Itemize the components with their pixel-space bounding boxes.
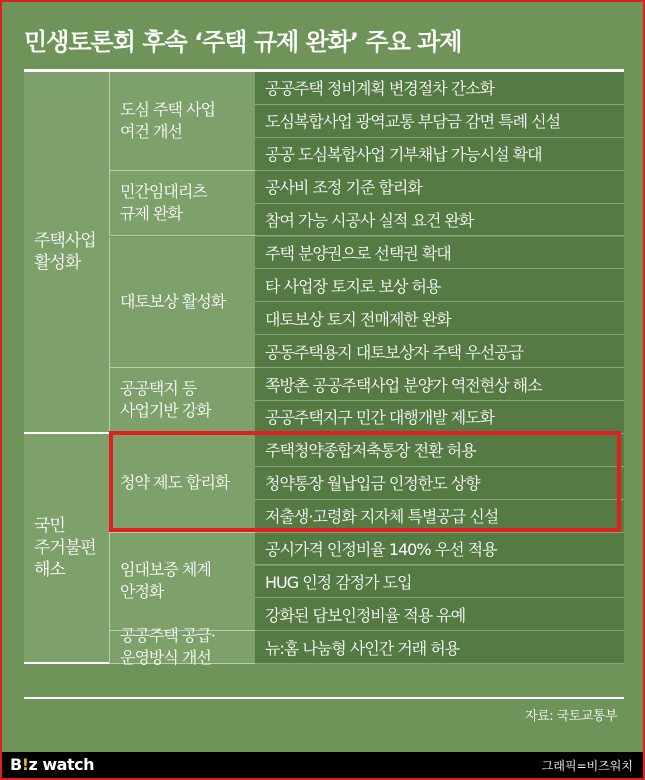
subcategory-cell <box>109 533 255 632</box>
subcategory-label: 임대보증 체계 안정화 <box>120 560 211 602</box>
task-item-text: 쪽방촌 공공주택사업 분양가 역전현상 해소 <box>265 375 542 395</box>
task-item-text: 타 사업장 토지로 보상 허용 <box>265 276 441 296</box>
task-item-text: 대토보상 토지 전매제한 완화 <box>265 309 451 329</box>
subcategory-cell <box>109 434 255 533</box>
graphic-credit: 그래픽=비즈워치 <box>541 759 633 773</box>
category-label: 주택사업 활성화 <box>34 230 96 273</box>
task-item <box>255 237 624 270</box>
task-item <box>255 72 624 105</box>
bizwatch-logo <box>10 755 94 774</box>
subcategory-label: 공공택지 등 사업기반 강화 <box>120 379 211 421</box>
task-item <box>255 434 624 467</box>
task-item-text: 공사비 조정 기준 합리화 <box>265 178 422 198</box>
subcategory-label: 민간임대리츠 규제 완화 <box>120 182 207 224</box>
task-item-text: 뉴:홈 나눔형 사인간 거래 허용 <box>265 638 460 658</box>
subcategory-label: 대토보상 활성화 <box>120 291 226 311</box>
subcategory-label: 청약 제도 합리화 <box>120 472 230 492</box>
task-item <box>255 467 624 500</box>
subcategory-label: 도심 주택 사업 여건 개선 <box>120 99 215 141</box>
task-item-text: 공공 도심복합사업 기부채납 가능시설 확대 <box>265 145 542 165</box>
subcategory-cell <box>109 237 255 369</box>
task-item <box>255 598 624 631</box>
task-item-text: 공공주택 정비계획 변경절차 간소화 <box>265 79 495 99</box>
task-item <box>255 368 624 401</box>
task-item <box>255 105 624 138</box>
task-item-text: 공시가격 인정비율 140% 우선 적용 <box>265 540 497 560</box>
task-item-text: HUG 인정 감정가 도입 <box>265 572 412 592</box>
task-item-text: 주택 분양권으로 선택권 확대 <box>265 243 451 263</box>
task-item <box>255 631 624 664</box>
task-item-text: 참여 가능 시공사 실적 요건 완화 <box>265 211 474 231</box>
task-item <box>255 401 624 434</box>
task-item <box>255 204 624 237</box>
task-item-text: 저출생·고령화 지자체 특별공급 신설 <box>265 507 499 527</box>
footer-bar <box>2 752 643 778</box>
task-item <box>255 302 624 335</box>
logo-accent: ! <box>21 755 29 774</box>
task-item-text: 주택청약종합저축통장 전환 허용 <box>265 441 476 461</box>
subcategory-cell <box>109 72 255 171</box>
source-note: 자료: 국토교통부 <box>525 709 617 724</box>
task-item <box>255 335 624 368</box>
task-item <box>255 269 624 302</box>
category-cell <box>24 72 109 434</box>
task-item <box>255 138 624 171</box>
task-item-text: 공동주택용지 대토보상자 주택 우선공급 <box>265 342 524 362</box>
subcategory-cell <box>109 368 255 434</box>
task-item-text: 공공주택지구 민간 대행개발 제도화 <box>265 408 495 428</box>
page-title: 민생토론회 후속 ‘주택 규제 완화’ 주요 과제 <box>24 28 462 56</box>
task-item <box>255 171 624 204</box>
logo-suffix: z watch <box>28 755 94 774</box>
logo-prefix: B <box>10 755 22 774</box>
task-item <box>255 500 624 533</box>
task-item-text: 강화된 담보인정비율 적용 유예 <box>265 605 466 625</box>
bottom-divider <box>24 697 624 699</box>
task-table <box>24 72 624 697</box>
task-item-text: 청약통장 월납입금 인정한도 상향 <box>265 474 480 494</box>
subcategory-cell <box>109 171 255 237</box>
task-item-text: 도심복합사업 광역교통 부담금 감면 특례 신설 <box>265 112 561 132</box>
task-item <box>255 566 624 599</box>
subcategory-label: 공공주택 공급· 운영방식 개선 <box>120 626 215 668</box>
category-label: 국민 주거불편 해소 <box>34 516 96 581</box>
category-cell <box>24 434 109 664</box>
task-item <box>255 533 624 566</box>
subcategory-cell <box>109 626 255 668</box>
